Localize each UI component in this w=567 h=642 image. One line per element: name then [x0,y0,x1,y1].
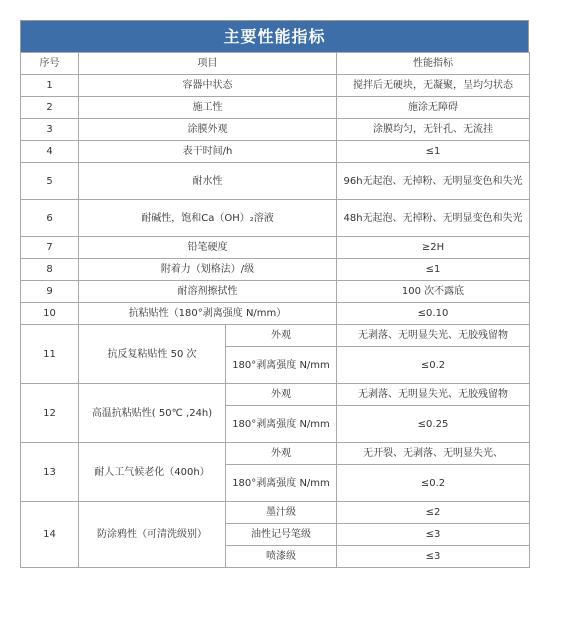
row-value: ≤1 [337,259,530,281]
row-item: 附着力（划格法）/级 [79,259,337,281]
spec-table-panel [20,20,529,568]
row-no: 11 [21,325,79,384]
row-no: 3 [21,119,79,141]
row-no: 8 [21,259,79,281]
row-no: 1 [21,75,79,97]
table-row [21,443,530,465]
row-item: 高温抗粘贴性( 50℃ ,24h) [79,384,226,443]
header-no: 序号 [21,53,79,75]
header-indicator: 性能指标 [337,53,530,75]
row-value: ≤0.2 [337,347,530,384]
row-subitem: 外观 [226,384,337,406]
table-row [21,325,530,347]
row-no: 12 [21,384,79,443]
row-no: 10 [21,303,79,325]
row-subitem: 外观 [226,325,337,347]
row-subitem: 180°剥离强度 N/mm [226,347,337,384]
row-value: 无剥落、无明显失光、无胶残留物 [337,325,530,347]
row-subitem: 180°剥离强度 N/mm [226,465,337,502]
row-item: 耐溶剂擦拭性 [79,281,337,303]
row-item: 抗反复粘贴性 50 次 [79,325,226,384]
row-value: 无开裂、无剥落、无明显失光、 [337,443,530,465]
row-item: 涂膜外观 [79,119,337,141]
header-row [21,53,530,75]
header-item: 项目 [79,53,337,75]
row-value: 96h无起泡、无掉粉、无明显变色和失光 [337,163,530,200]
row-value: 搅拌后无硬块，无凝聚，呈均匀状态 [337,75,530,97]
row-value: ≤2 [337,502,530,524]
row-value: 48h无起泡、无掉粉、无明显变色和失光 [337,200,530,237]
row-value: 施涂无障碍 [337,97,530,119]
row-item: 耐人工气候老化（400h） [79,443,226,502]
row-value: ≤0.25 [337,406,530,443]
row-no: 5 [21,163,79,200]
row-item: 抗粘贴性（180°剥离强度 N/mm） [79,303,337,325]
row-no: 2 [21,97,79,119]
table-row [21,141,530,163]
row-value: 无剥落、无明显失光、无胶残留物 [337,384,530,406]
row-value: 涂膜均匀，无针孔、无流挂 [337,119,530,141]
row-no: 6 [21,200,79,237]
table-row [21,384,530,406]
row-value: ≤0.10 [337,303,530,325]
table-row [21,303,530,325]
row-no: 13 [21,443,79,502]
table-row [21,75,530,97]
row-value: ≤3 [337,546,530,568]
row-value: 100 次不露底 [337,281,530,303]
row-value: ≤0.2 [337,465,530,502]
row-no: 9 [21,281,79,303]
row-no: 14 [21,502,79,568]
table-row [21,237,530,259]
row-subitem: 墨汁级 [226,502,337,524]
table-row [21,163,530,200]
row-no: 4 [21,141,79,163]
table-row [21,119,530,141]
row-subitem: 油性记号笔级 [226,524,337,546]
table-title: 主要性能指标 [20,20,529,52]
table-row [21,281,530,303]
row-subitem: 喷漆级 [226,546,337,568]
row-value: ≥2H [337,237,530,259]
row-subitem: 180°剥离强度 N/mm [226,406,337,443]
row-item: 防涂鸦性（可清洗级别） [79,502,226,568]
table-row [21,259,530,281]
row-value: ≤1 [337,141,530,163]
row-item: 耐水性 [79,163,337,200]
performance-table [20,52,530,568]
row-subitem: 外观 [226,443,337,465]
row-item: 铅笔硬度 [79,237,337,259]
row-value: ≤3 [337,524,530,546]
row-item: 施工性 [79,97,337,119]
row-item: 耐碱性，饱和Ca（OH）₂溶液 [79,200,337,237]
table-row [21,200,530,237]
row-item: 容器中状态 [79,75,337,97]
row-no: 7 [21,237,79,259]
table-row [21,97,530,119]
table-row [21,502,530,524]
row-item: 表干时间/h [79,141,337,163]
